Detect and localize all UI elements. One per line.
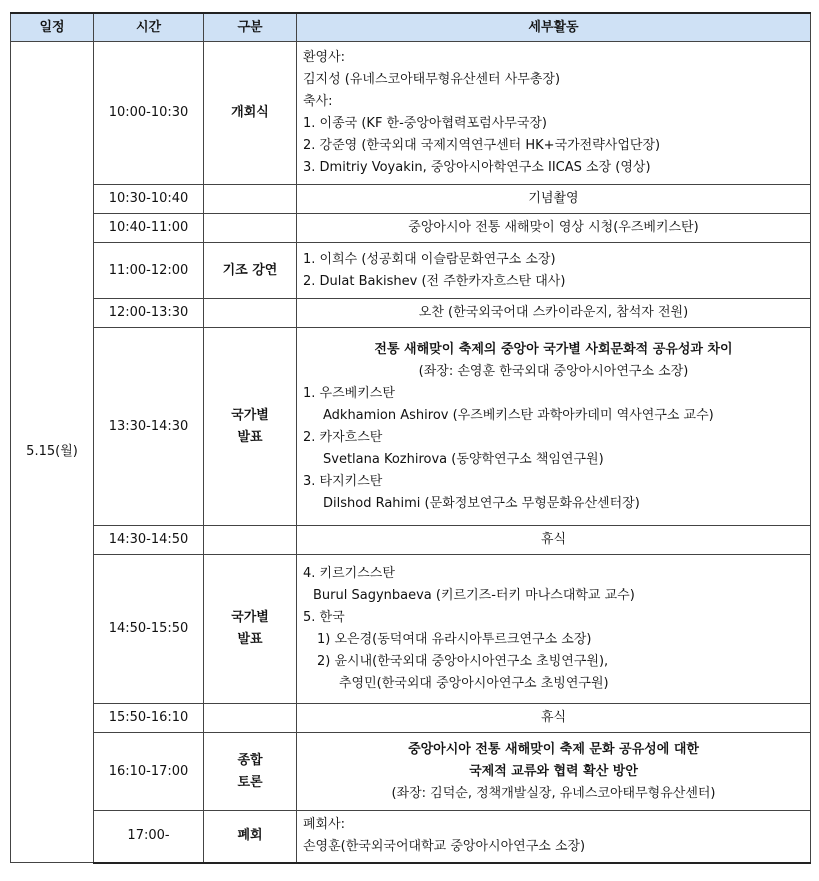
category-line: 발표 xyxy=(237,429,263,445)
table-row xyxy=(11,704,811,733)
category-cell xyxy=(204,811,297,863)
session-chair: (좌장: 손영훈 한국외대 중앙아시아연구소 소장) xyxy=(418,363,689,379)
header-time: 시간 xyxy=(94,13,204,42)
detail-cell: 기념촬영 xyxy=(297,185,811,214)
category-line: 국가별 xyxy=(231,610,269,625)
table-row xyxy=(11,299,811,328)
time-cell: 10:30-10:40 xyxy=(94,185,204,214)
detail-cell xyxy=(297,243,811,299)
session-title: 국제적 교류와 협력 확산 방안 xyxy=(469,763,638,779)
detail-cell: 오찬 (한국외국어대 스카이라운지, 참석자 전원) xyxy=(297,299,811,328)
time-cell: 13:30-14:30 xyxy=(94,328,204,526)
date-cell: 5.15(월) xyxy=(11,42,94,863)
detail-line: 1. 이희수 (성공회대 이슬람문화연구소 소장) xyxy=(303,251,556,267)
category-cell xyxy=(204,704,297,733)
detail-line: 손영훈(한국외국어대학교 중앙아시아연구소 소장) xyxy=(303,839,586,855)
detail-line: 1) 오은경(동덕여대 유라시아투르크연구소 소장) xyxy=(317,632,592,647)
detail-line: 3. Dmitriy Voyakin, 중앙아시아학연구소 IICAS 소장 (영상) xyxy=(303,160,651,175)
session-chair: (좌장: 김덕순, 정책개발실장, 유네스코아태무형유산센터) xyxy=(391,785,716,801)
detail-line: 1. 우즈베키스탄 xyxy=(303,385,395,401)
category-cell xyxy=(204,555,297,704)
time-cell: 10:40-11:00 xyxy=(94,214,204,243)
detail-line: 1. 이종국 (KF 한-중앙아협력포럼사무국장) xyxy=(303,116,548,131)
time-cell: 15:50-16:10 xyxy=(94,704,204,733)
detail-line: 2) 윤시내(한국외대 중앙아시아연구소 초빙연구원), xyxy=(317,654,609,669)
detail-line: 2. 카자흐스탄 xyxy=(303,429,383,445)
detail-cell: 휴식 xyxy=(297,704,811,733)
category-cell xyxy=(204,214,297,243)
category-line: 토론 xyxy=(237,774,263,790)
table-row xyxy=(11,526,811,555)
category-cell xyxy=(204,526,297,555)
table-row xyxy=(11,243,811,299)
time-cell: 14:50-15:50 xyxy=(94,555,204,704)
table-row xyxy=(11,733,811,811)
time-cell: 16:10-17:00 xyxy=(94,733,204,811)
detail-cell xyxy=(297,733,811,811)
category-cell xyxy=(204,42,297,185)
detail-cell: 중앙아시아 전통 새해맞이 영상 시청(우즈베키스탄) xyxy=(297,214,811,243)
category-line: 폐회 xyxy=(237,828,263,844)
detail-line: 5. 한국 xyxy=(303,610,345,625)
detail-cell xyxy=(297,328,811,526)
detail-line: 3. 타지키스탄 xyxy=(303,473,383,489)
detail-line: 2. 강준영 (한국외대 국제지역연구센터 HK+국가전략사업단장) xyxy=(303,138,661,153)
header-detail: 세부활동 xyxy=(297,13,811,42)
table-row xyxy=(11,811,811,863)
time-cell: 14:30-14:50 xyxy=(94,526,204,555)
schedule-table xyxy=(10,12,811,864)
table-row xyxy=(11,555,811,704)
detail-line: Dilshod Rahimi (문화정보연구소 무형문화유산센터장) xyxy=(323,495,640,511)
time-cell: 12:00-13:30 xyxy=(94,299,204,328)
detail-cell xyxy=(297,555,811,704)
table-row xyxy=(11,42,811,185)
time-cell: 11:00-12:00 xyxy=(94,243,204,299)
detail-line: Adkhamion Ashirov (우즈베키스탄 과학아카데미 역사연구소 교수) xyxy=(323,407,714,423)
detail-line: 축사: xyxy=(303,94,333,109)
table-header-row xyxy=(11,13,811,42)
category-line: 개회식 xyxy=(231,105,269,120)
detail-line: 환영사: xyxy=(303,50,346,65)
category-line: 기조 강연 xyxy=(222,262,278,278)
time-cell: 17:00- xyxy=(94,811,204,863)
detail-line: 추영민(한국외대 중앙아시아연구소 초빙연구원) xyxy=(339,676,609,691)
detail-line: 2. Dulat Bakishev (전 주한카자흐스탄 대사) xyxy=(303,273,566,289)
detail-line: Svetlana Kozhirova (동양학연구소 책임연구원) xyxy=(323,451,604,467)
detail-cell: 휴식 xyxy=(297,526,811,555)
category-cell xyxy=(204,299,297,328)
table-row xyxy=(11,214,811,243)
detail-line: 4. 키르기스스탄 xyxy=(303,566,395,581)
category-line: 국가별 xyxy=(231,407,269,423)
header-date: 일정 xyxy=(11,13,94,42)
category-cell xyxy=(204,733,297,811)
table-row xyxy=(11,185,811,214)
category-cell xyxy=(204,185,297,214)
table-row xyxy=(11,328,811,526)
detail-line: 김지성 (유네스코아태무형유산센터 사무총장) xyxy=(303,72,561,87)
session-title: 중앙아시아 전통 새해맞이 축제 문화 공유성에 대한 xyxy=(408,741,699,757)
detail-cell xyxy=(297,811,811,863)
category-line: 발표 xyxy=(237,632,263,647)
session-title: 전통 새해맞이 축제의 중앙아 국가별 사회문화적 공유성과 차이 xyxy=(374,341,733,357)
detail-line: 폐회사: xyxy=(303,817,346,833)
detail-line: Burul Sagynbaeva (키르기즈-터키 마나스대학교 교수) xyxy=(313,588,635,603)
detail-cell xyxy=(297,42,811,185)
header-category: 구분 xyxy=(204,13,297,42)
category-line: 종합 xyxy=(237,752,263,768)
category-cell xyxy=(204,243,297,299)
category-cell xyxy=(204,328,297,526)
time-cell: 10:00-10:30 xyxy=(94,42,204,185)
